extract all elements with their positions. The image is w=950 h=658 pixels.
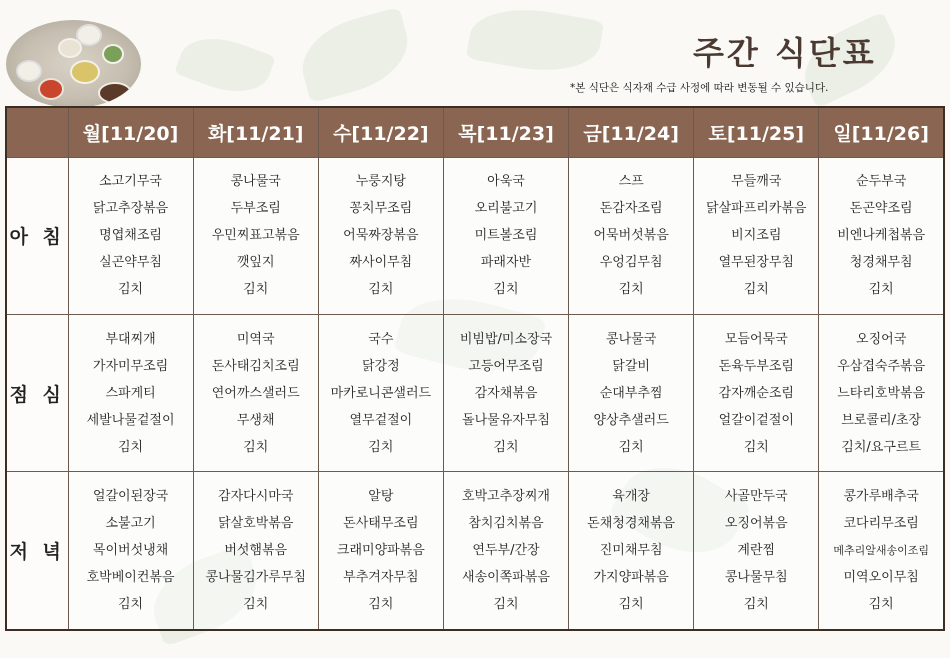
dish-icon: [102, 44, 124, 64]
menu-item: 어묵짜장볶음: [343, 228, 419, 244]
meal-row-dinner: [6, 472, 944, 630]
menu-item: 크래미양파볶음: [336, 543, 425, 559]
menu-item-list: [69, 168, 193, 303]
menu-item: 김치: [118, 597, 144, 613]
menu-item: 오리불고기: [474, 201, 538, 217]
menu-item: 김치: [243, 282, 269, 298]
menu-cell: [819, 472, 944, 630]
menu-item: 닭살파프리카볶음: [706, 201, 807, 217]
menu-item: 브로콜리/초장: [841, 412, 922, 428]
menu-item: 얼갈이된장국: [92, 489, 169, 505]
meal-label: 점 심: [6, 314, 68, 471]
menu-cell: [68, 314, 193, 471]
menu-item: 육개장: [612, 489, 650, 505]
weekly-menu-table: [5, 106, 945, 631]
menu-cell: [819, 157, 944, 314]
menu-item: 김치: [618, 439, 644, 455]
menu-item: 무들깨국: [731, 174, 782, 190]
dish-icon: [70, 60, 100, 84]
menu-item: 돌나물유자무침: [462, 412, 550, 428]
day-header-row: [6, 107, 944, 157]
menu-item-list: [819, 483, 943, 618]
menu-item: 김치: [118, 439, 144, 455]
menu-cell: [694, 157, 819, 314]
menu-item: 얼갈이겉절이: [718, 412, 794, 428]
menu-item: 김치: [868, 597, 894, 613]
menu-cell: [193, 157, 318, 314]
menu-item: 김치/요구르트: [841, 439, 922, 455]
menu-item: 김치: [493, 597, 519, 613]
menu-item: 비지조림: [731, 228, 782, 244]
menu-item: 김치: [493, 439, 519, 455]
menu-item: 열무겉절이: [349, 412, 413, 428]
menu-cell: [694, 314, 819, 471]
menu-item: 부추겨자무침: [343, 570, 419, 586]
menu-item: 김치: [743, 439, 769, 455]
menu-item: 우엉김무침: [599, 255, 663, 271]
menu-item: 연두부/간장: [472, 543, 540, 559]
menu-item-list: [194, 326, 318, 461]
menu-item: 마카로니콘샐러드: [330, 385, 432, 401]
menu-item: 김치: [868, 282, 894, 298]
background-leaf: [293, 7, 417, 103]
menu-item-list: [819, 168, 943, 303]
menu-item: 김치: [243, 439, 269, 455]
menu-item: 미역오이무침: [843, 570, 919, 586]
dish-icon: [16, 60, 42, 82]
menu-cell: [193, 314, 318, 471]
menu-cell: [318, 472, 443, 630]
menu-item: 김치: [243, 597, 269, 613]
background-leaf: [174, 26, 276, 104]
menu-item: 오징어국: [856, 331, 907, 347]
menu-item: 청경채무침: [849, 255, 913, 271]
menu-item-list: [444, 168, 568, 303]
menu-item: 오징어볶음: [724, 516, 788, 532]
meal-row-breakfast: [6, 157, 944, 314]
menu-item: 돈사태무조림: [343, 516, 419, 532]
menu-item: 가지양파볶음: [593, 570, 669, 586]
menu-item: 감자채볶음: [474, 385, 538, 401]
menu-item: 미트볼조림: [474, 228, 538, 244]
dish-icon: [98, 82, 132, 104]
menu-item-list: [319, 326, 443, 461]
day-header: 월[11/20]: [68, 107, 193, 157]
menu-item: 메추리알새송이조림: [833, 544, 929, 558]
menu-item: 사골만두국: [724, 489, 788, 505]
menu-cell: [68, 472, 193, 630]
menu-item: 김치: [368, 439, 394, 455]
menu-item: 누룽지탕: [355, 174, 406, 190]
menu-item: 느타리호박볶음: [837, 385, 926, 401]
menu-item: 김치: [368, 597, 394, 613]
menu-item: 콩가루배추국: [843, 489, 919, 505]
menu-cell: [318, 157, 443, 314]
menu-item-list: [319, 168, 443, 303]
menu-cell: [443, 472, 568, 630]
menu-item: 스프: [618, 174, 644, 190]
dish-icon: [76, 24, 102, 46]
menu-cell: [819, 314, 944, 471]
menu-notice: *본 식단은 식자재 수급 사정에 따라 변동될 수 있습니다.: [570, 82, 829, 94]
menu-cell: [443, 314, 568, 471]
menu-cell: [193, 472, 318, 630]
menu-item: 김치: [368, 282, 394, 298]
menu-item: 소고기무국: [99, 174, 162, 190]
menu-item: 콩나물국: [230, 174, 281, 190]
menu-item: 돈감자조림: [599, 201, 663, 217]
menu-item: 콩나물무침: [724, 570, 788, 586]
menu-item: 콩나물김가루무침: [205, 570, 306, 586]
menu-item: 우민찌표고볶음: [211, 228, 300, 244]
menu-item: 새송이쪽파볶음: [462, 570, 550, 586]
menu-item: 감자깨순조림: [718, 385, 794, 401]
meal-label: 저 녁: [6, 472, 68, 630]
menu-item: 진미채무침: [599, 543, 663, 559]
menu-item: 목이버섯냉채: [92, 543, 169, 559]
dish-icon: [38, 78, 64, 100]
menu-item: 꽁치무조림: [349, 201, 413, 217]
menu-item: 김치: [618, 597, 644, 613]
menu-item: 스파게티: [105, 385, 156, 401]
menu-item-list: [69, 326, 193, 461]
menu-cell: [569, 314, 694, 471]
menu-item: 순두부국: [856, 174, 907, 190]
menu-item: 돈육두부조림: [718, 358, 794, 374]
menu-item-list: [444, 483, 568, 618]
day-header: 금[11/24]: [569, 107, 694, 157]
menu-item: 김치: [743, 597, 769, 613]
menu-item-list: [319, 483, 443, 618]
menu-item: 우삼겹숙주볶음: [837, 358, 926, 374]
menu-item: 세발나물겉절이: [86, 412, 175, 428]
menu-item: 호박베이컨볶음: [86, 570, 175, 586]
menu-item-list: [194, 483, 318, 618]
day-header: 목[11/23]: [443, 107, 568, 157]
menu-item: 양상추샐러드: [593, 412, 669, 428]
menu-item-list: [694, 326, 818, 461]
menu-item: 김치: [118, 282, 144, 298]
menu-item: 감자다시마국: [218, 489, 294, 505]
menu-item: 김치: [743, 282, 769, 298]
menu-item: 고등어무조림: [468, 358, 544, 374]
menu-item: 두부조림: [230, 201, 281, 217]
menu-item: 알탕: [368, 489, 394, 505]
menu-item: 아욱국: [487, 174, 525, 190]
day-header: 토[11/25]: [694, 107, 819, 157]
menu-item: 참치김치볶음: [468, 516, 544, 532]
menu-item-list: [444, 326, 568, 461]
menu-item: 비빔밥/미소장국: [459, 331, 553, 347]
day-header: 수[11/22]: [318, 107, 443, 157]
menu-item: 미역국: [236, 331, 275, 347]
menu-item: 닭강정: [362, 358, 400, 374]
menu-cell: [443, 157, 568, 314]
menu-cell: [569, 472, 694, 630]
background-leaf: [466, 0, 604, 81]
menu-item: 닭고추장볶음: [92, 201, 169, 217]
menu-item: 돈사태김치조림: [211, 358, 300, 374]
corner-cell: [6, 107, 68, 157]
menu-item-list: [569, 326, 693, 461]
menu-item: 연어까스샐러드: [211, 385, 300, 401]
meal-label: 아 침: [6, 157, 68, 314]
menu-item: 순대부추찜: [599, 385, 663, 401]
menu-item: 어묵버섯볶음: [593, 228, 669, 244]
menu-item: 돈곤약조림: [849, 201, 913, 217]
menu-item: 김치: [618, 282, 644, 298]
menu-item: 무생채: [236, 412, 275, 428]
menu-item-list: [819, 326, 943, 461]
menu-item: 닭갈비: [612, 358, 650, 374]
menu-item-list: [694, 483, 818, 618]
menu-cell: [569, 157, 694, 314]
day-header: 화[11/21]: [193, 107, 318, 157]
menu-item: 소불고기: [105, 516, 156, 532]
menu-cell: [318, 314, 443, 471]
menu-item: 콩나물국: [606, 331, 657, 347]
menu-item: 열무된장무침: [718, 255, 794, 271]
menu-item: 호박고추장찌개: [462, 489, 550, 505]
menu-item: 김치: [493, 282, 519, 298]
menu-item: 버섯햄볶음: [224, 543, 288, 559]
menu-item: 부대찌개: [105, 331, 156, 347]
menu-item: 국수: [368, 331, 394, 347]
menu-item: 닭살호박볶음: [218, 516, 294, 532]
menu-item: 돈채청경채볶음: [587, 516, 676, 532]
meal-row-lunch: [6, 314, 944, 471]
menu-item: 계란찜: [737, 543, 776, 559]
menu-item-list: [694, 168, 818, 303]
menu-item-list: [569, 168, 693, 303]
menu-cell: [68, 157, 193, 314]
menu-item: 가자미무조림: [92, 358, 169, 374]
menu-item: 깻잎지: [236, 255, 275, 271]
menu-cell: [694, 472, 819, 630]
page-title: 주간 식단표: [693, 34, 877, 72]
menu-item: 짜사이무침: [349, 255, 413, 271]
menu-item-list: [69, 483, 193, 618]
day-header: 일[11/26]: [819, 107, 944, 157]
menu-item: 비엔나케첩볶음: [837, 228, 926, 244]
menu-item: 명엽채조림: [99, 228, 162, 244]
food-photo: [6, 20, 141, 108]
menu-item: 모듬어묵국: [724, 331, 788, 347]
menu-item-list: [194, 168, 318, 303]
menu-item: 코다리무조림: [843, 516, 919, 532]
menu-item-list: [569, 483, 693, 618]
menu-item: 실곤약무침: [99, 255, 162, 271]
menu-item: 파래자반: [480, 255, 532, 271]
